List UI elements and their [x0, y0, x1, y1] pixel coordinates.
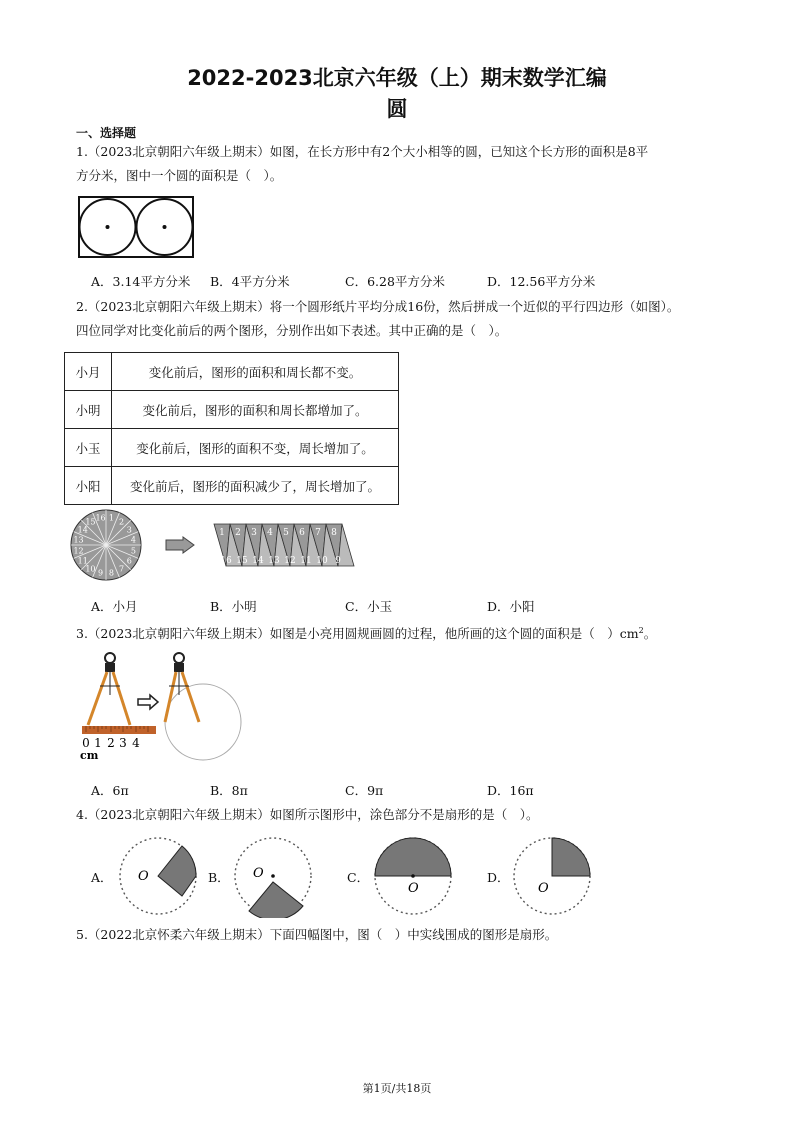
strip-number: 3	[251, 528, 257, 538]
q3-text	[76, 620, 656, 645]
sector-number: 13	[73, 535, 84, 545]
student-statement: 变化前后，图形的面积不变，周长增加了。	[112, 429, 399, 467]
table-row	[65, 429, 399, 467]
compass-leg	[88, 672, 107, 725]
q1-option-c[interactable]: C．6.28平方分米	[345, 274, 445, 289]
sector-number: 6	[126, 556, 132, 566]
compass-handle	[105, 653, 115, 663]
strip-number: 13	[268, 556, 280, 566]
shaded-region	[552, 838, 590, 876]
student-name: 小玉	[65, 429, 112, 467]
divided-circle	[71, 510, 141, 580]
center-dot	[411, 874, 415, 878]
drawn-circle	[165, 684, 241, 760]
strip-number: 11	[300, 556, 312, 566]
center-label: O	[138, 869, 149, 884]
ruler-unit: cm	[80, 749, 99, 762]
q4-figure-c	[370, 834, 456, 918]
center-dot	[271, 874, 275, 878]
strip-number: 5	[283, 528, 289, 538]
circle-center-dot	[106, 225, 110, 229]
student-statement: 变化前后，图形的面积和周长都不变。	[112, 353, 399, 391]
q3-unit-superscript: 2	[638, 626, 644, 635]
q1-option-d[interactable]: D．12.56平方分米	[487, 274, 596, 289]
strip-number: 8	[331, 528, 337, 538]
sector-number: 9	[97, 568, 104, 578]
compass-handle	[174, 653, 184, 663]
q3-option-c[interactable]: C．9π	[345, 783, 384, 798]
q2-text-line1: 2.（2023北京朝阳六年级上期末）将一个圆形纸片平均分成16份，然后拼成一个近似的平行四边形（如图）。	[76, 299, 680, 314]
q4-letter-c[interactable]: C．	[347, 870, 370, 885]
strip-number: 14	[252, 556, 264, 566]
q4-figure-a	[116, 834, 200, 918]
center-label: O	[538, 881, 549, 896]
sector-number: 5	[130, 546, 137, 556]
q2-option-d[interactable]: D．小阳	[487, 599, 535, 614]
q3-text-main: 3.（2023北京朝阳六年级上期末）如图是小亮用圆规画圆的过程，他所画的这个圆的面积是（ ）cm	[76, 626, 639, 642]
q3-text-end: 。	[643, 626, 657, 642]
shaded-region	[158, 846, 196, 896]
arrow-right-icon	[138, 695, 158, 709]
ruler-label: 1	[94, 736, 102, 750]
q3-option-d[interactable]: D．16π	[487, 783, 534, 798]
student-name: 小月	[65, 353, 112, 391]
ruler-label: 2	[107, 736, 115, 750]
q1-option-b[interactable]: B．4平方分米	[210, 274, 290, 289]
q1-text-line2: 方分米，图中一个圆的面积是（ ）。	[76, 168, 283, 183]
q1-rectangle-circles-figure	[76, 194, 196, 260]
sector-number: 16	[95, 513, 106, 523]
sector-number: 15	[85, 517, 96, 527]
strip-number: 1	[219, 528, 225, 538]
student-name: 小明	[65, 391, 112, 429]
q5-text: 5.（2022北京怀柔六年级上期末）下面四幅图中，图（ ）中实线围成的图形是扇形。	[76, 927, 558, 942]
q4-letter-d[interactable]: D．	[487, 870, 510, 885]
shaded-region	[375, 838, 451, 876]
q2-option-a[interactable]: A．小月	[91, 599, 138, 614]
sector-number: 10	[85, 564, 96, 574]
sector-number: 7	[119, 564, 125, 574]
q1-option-a[interactable]: A．3.14平方分米	[91, 274, 191, 289]
q2-statement-table	[64, 352, 399, 505]
q2-circle-to-parallelogram-figure	[66, 508, 356, 588]
shaded-region	[249, 882, 303, 918]
center-label: O	[253, 866, 264, 881]
page-title: 2022-2023北京六年级（上）期末数学汇编	[187, 66, 607, 90]
sector-number: 3	[126, 525, 132, 535]
q2-option-b[interactable]: B．小明	[210, 599, 257, 614]
table-row	[65, 467, 399, 505]
q4-text: 4.（2023北京朝阳六年级上期末）如图所示图形中，涂色部分不是扇形的是（ ）。	[76, 807, 539, 822]
sector-number: 1	[108, 513, 115, 523]
compass-hinge	[105, 663, 115, 672]
student-statement: 变化前后，图形的面积减少了，周长增加了。	[112, 467, 399, 505]
compass-hinge	[174, 663, 184, 672]
page-footer: 第1页/共18页	[362, 1082, 432, 1095]
ruler-label: 4	[132, 736, 140, 750]
sector-number: 14	[77, 525, 88, 535]
strip-number: 15	[236, 556, 248, 566]
q3-option-a[interactable]: A．6π	[91, 783, 129, 798]
q2-text-line2: 四位同学对比变化前后的两个图形，分别作出如下表述。其中正确的是（ ）。	[76, 323, 508, 338]
strip-number: 9	[335, 556, 341, 566]
table-row	[65, 353, 399, 391]
strip-number: 2	[235, 528, 241, 538]
q4-letter-a[interactable]: A．	[91, 870, 113, 885]
strip-number: 7	[315, 528, 321, 538]
table-row	[65, 391, 399, 429]
strip-number: 4	[267, 528, 273, 538]
parallelogram-strips	[214, 524, 354, 566]
student-name: 小阳	[65, 467, 112, 505]
center-label: O	[408, 881, 419, 896]
strip-number: 6	[299, 528, 305, 538]
student-statement: 变化前后，图形的面积和周长都增加了。	[112, 391, 399, 429]
q1-text-line1: 1.（2023北京朝阳六年级上期末）如图，在长方形中有2个大小相等的圆，已知这个长方形的面积是8平	[76, 144, 649, 159]
arrow-right-icon	[166, 537, 194, 553]
page-subtitle: 圆	[386, 97, 408, 121]
q4-letter-b[interactable]: B．	[208, 870, 230, 885]
q3-compass-figure	[78, 650, 248, 762]
sector-number: 11	[77, 556, 88, 566]
q3-option-b[interactable]: B．8π	[210, 783, 248, 798]
sector-number: 4	[130, 535, 137, 545]
strip-number: 12	[284, 556, 296, 566]
q4-figure-b	[231, 834, 315, 918]
strip-number: 10	[316, 556, 328, 566]
sector-number: 2	[119, 517, 125, 527]
sector-number: 8	[108, 568, 115, 578]
section-label: 一、选择题	[76, 126, 137, 140]
ruler-label: 0	[82, 736, 90, 750]
compass-leg	[182, 672, 199, 722]
circle-center-dot	[163, 225, 167, 229]
compass-leg	[113, 672, 130, 725]
strip-number: 16	[220, 556, 232, 566]
sector-number: 12	[73, 546, 84, 556]
ruler-label: 3	[119, 736, 127, 750]
q4-figure-d	[510, 834, 594, 918]
q2-option-c[interactable]: C．小玉	[345, 599, 393, 614]
